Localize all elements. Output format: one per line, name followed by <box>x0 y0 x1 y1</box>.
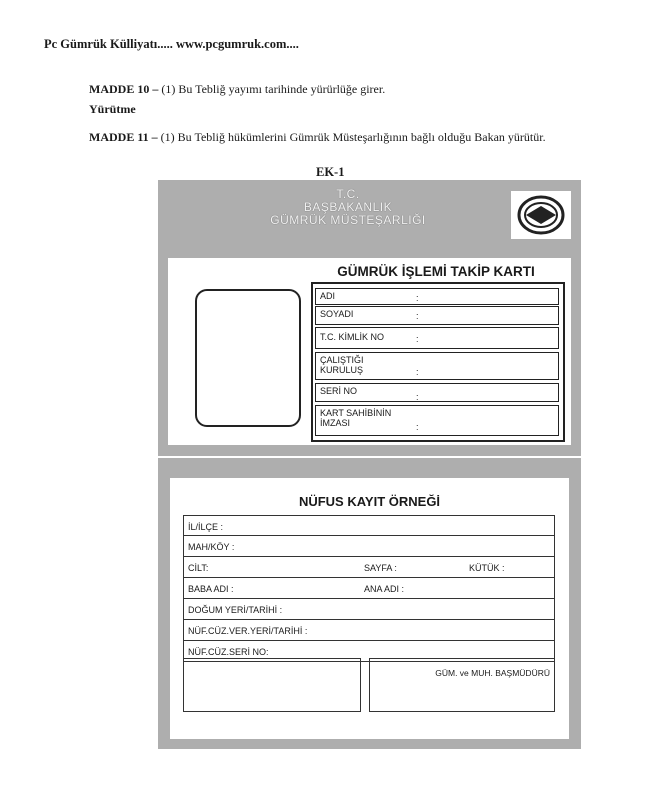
card-title: GÜMRÜK İŞLEMİ TAKİP KARTI <box>337 264 535 279</box>
madde-10-label: MADDE 10 – <box>89 82 159 96</box>
card-back <box>158 458 581 749</box>
gov-line-2: BAŞBAKANLIK <box>303 200 393 214</box>
row-label: İL/İLÇE : <box>188 522 224 532</box>
nufus-table <box>183 515 555 662</box>
page-header: Pc Gümrük Külliyatı..... www.pcgumruk.com.... <box>44 37 299 51</box>
row-cilt <box>183 557 555 578</box>
field-colon: : <box>416 367 419 377</box>
field-colon: : <box>416 311 419 321</box>
ek-label: EK-1 <box>316 165 345 179</box>
photo-stamp-box <box>183 658 361 712</box>
field-kart-sahibinin-imzasi <box>315 405 559 436</box>
baba-adi-label: BABA ADI : <box>188 584 234 594</box>
field-label: ÇALIŞTIĞI KURULUŞ <box>320 355 364 375</box>
madde-11-text: (1) Bu Tebliğ hükümlerini Gümrük Müsteşarlığının bağlı olduğu Bakan yürütür. <box>157 130 546 144</box>
madde-11-label: MADDE 11 – <box>89 130 158 144</box>
field-seri-no <box>315 383 559 402</box>
madde-10 <box>89 82 385 97</box>
field-tc-kimlik-no <box>315 327 559 349</box>
row-label: MAH/KÖY : <box>188 542 235 552</box>
row-label: NÜF.CÜZ.VER.YERİ/TARİHİ : <box>188 626 308 636</box>
field-colon: : <box>416 293 419 303</box>
sayfa-label: SAYFA : <box>364 563 397 573</box>
card-back-panel <box>170 478 569 739</box>
field-label: SOYADI <box>320 309 354 319</box>
signature-box <box>369 658 555 712</box>
government-heading <box>248 188 448 227</box>
field-label: ADI <box>320 291 336 301</box>
madde-10-text: (1) Bu Tebliğ yayımı tarihinde yürürlüğe girer. <box>158 82 386 96</box>
gov-line-1: T.C. <box>336 187 360 201</box>
field-soyadi <box>315 306 559 325</box>
card-front <box>158 180 581 456</box>
cilt-label: CİLT: <box>188 563 209 573</box>
kutuk-label: KÜTÜK : <box>469 563 505 573</box>
field-colon: : <box>416 422 419 432</box>
row-nuf-cuz-ver <box>183 620 555 641</box>
row-baba-ana <box>183 578 555 599</box>
customs-emblem-icon <box>511 191 571 239</box>
row-il-ilce <box>183 515 555 536</box>
signature-label: GÜM. ve MUH. BAŞMÜDÜRÜ <box>435 668 550 678</box>
row-label: NÜF.CÜZ.SERİ NO: <box>188 647 269 657</box>
ana-adi-label: ANA ADI : <box>364 584 405 594</box>
photo-box <box>195 289 301 427</box>
field-colon: : <box>416 392 419 402</box>
field-label: T.C. KİMLİK NO <box>320 332 385 342</box>
field-adi <box>315 288 559 305</box>
field-label: SERİ NO <box>320 386 358 396</box>
field-colon: : <box>416 334 419 344</box>
card-front-panel <box>168 258 571 445</box>
row-mah-koy <box>183 536 555 557</box>
gov-line-3: GÜMRÜK MÜSTEŞARLIĞI <box>270 213 426 227</box>
nufus-title: NÜFUS KAYIT ÖRNEĞİ <box>298 494 441 509</box>
madde-11 <box>89 130 546 145</box>
row-dogum <box>183 599 555 620</box>
row-label: DOĞUM YERİ/TARİHİ : <box>188 605 283 615</box>
card-fields <box>311 282 565 442</box>
field-calistigi-kurulus <box>315 352 559 380</box>
yurutme-heading: Yürütme <box>89 102 136 116</box>
field-label: KART SAHİBİNİN İMZASI <box>320 408 392 428</box>
